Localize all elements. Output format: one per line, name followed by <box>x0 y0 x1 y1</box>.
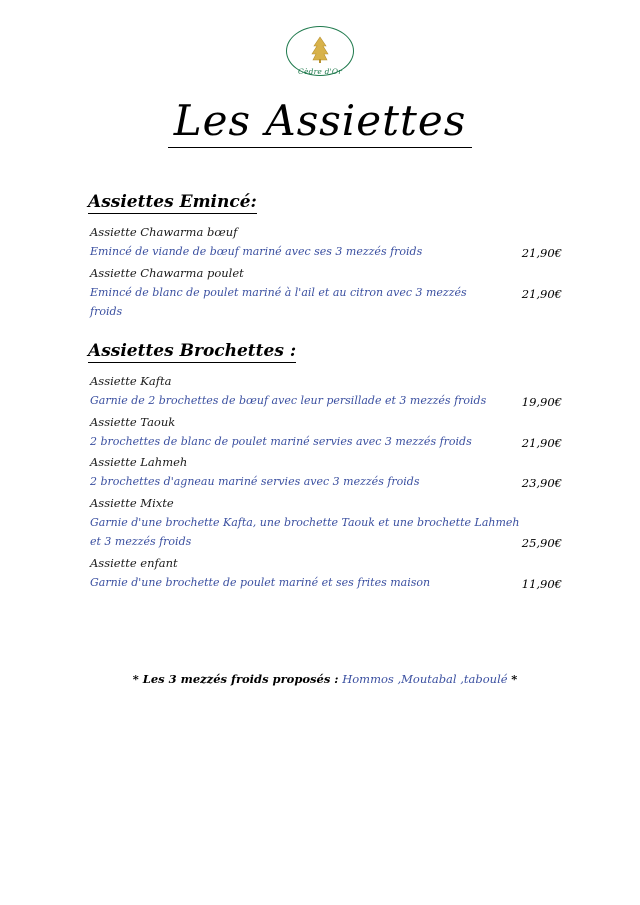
item-name: Assiette Mixte <box>90 496 174 511</box>
page-title-text: Les Assiettes <box>168 97 473 148</box>
section-heading-text: Assiettes Emincé: <box>88 192 257 213</box>
item-name: Assiette Chawarma poulet <box>90 265 244 280</box>
item-description: Emincé de blanc de poulet mariné à l'ail et au citron avec 3 mezzés froids <box>90 285 467 318</box>
menu-item <box>88 414 562 453</box>
item-name: Assiette Taouk <box>90 414 176 429</box>
item-price: 21,90€ <box>521 435 562 450</box>
item-description-row <box>88 391 562 412</box>
item-name: Assiette Chawarma bœuf <box>90 225 238 240</box>
footnote-suffix: * <box>511 671 518 686</box>
logo-container <box>0 0 640 82</box>
menu-section-brochettes <box>88 341 562 593</box>
item-description-row <box>88 242 562 263</box>
menu-item <box>88 555 562 594</box>
item-price: 21,90€ <box>521 286 562 301</box>
item-description: 2 brochettes d'agneau mariné servies avec 3 mezzés froids <box>90 475 420 489</box>
menu-content <box>88 192 562 685</box>
item-description-row <box>88 432 562 453</box>
item-price: 11,90€ <box>521 576 562 591</box>
item-description: Garnie d'une brochette de poulet mariné et ses frites maison <box>90 575 431 589</box>
item-price: 25,90€ <box>521 536 562 551</box>
footnote-prefix: * Les 3 mezzés froids proposés : <box>132 671 339 686</box>
menu-item <box>88 224 562 263</box>
item-description: Garnie de 2 brochettes de bœuf avec leur persillade et 3 mezzés froids <box>90 394 487 408</box>
menu-item <box>88 495 562 553</box>
item-description-row <box>88 283 562 322</box>
menu-item <box>88 454 562 493</box>
item-description: 2 brochettes de blanc de poulet mariné servies avec 3 mezzés froids <box>90 434 472 448</box>
item-description-row-continued <box>88 532 562 553</box>
page-title <box>0 96 640 148</box>
footnote-items: Hommos ,Moutabal ,taboulé <box>342 671 508 686</box>
item-name: Assiette Kafta <box>90 374 172 389</box>
item-name: Assiette enfant <box>90 555 178 570</box>
menu-item <box>88 373 562 412</box>
item-description: Garnie d'une brochette Kafta, une brochette Taouk et une brochette Lahmeh <box>90 515 520 529</box>
mezzes-footnote <box>88 672 562 686</box>
section-heading <box>88 341 562 361</box>
item-description: Emincé de viande de bœuf mariné avec ses 3 mezzés froids <box>90 245 423 259</box>
cedar-tree-icon <box>305 35 335 65</box>
menu-section-eminces <box>88 192 562 321</box>
item-price: 21,90€ <box>521 246 562 261</box>
item-description-line2: et 3 mezzés froids <box>90 535 192 549</box>
section-heading-text: Assiettes Brochettes : <box>88 341 297 362</box>
menu-item <box>88 265 562 321</box>
brand-logo <box>282 26 358 82</box>
item-description-row <box>88 573 562 594</box>
item-description-row <box>88 472 562 493</box>
item-price: 19,90€ <box>521 395 562 410</box>
item-name: Assiette Lahmeh <box>90 455 188 470</box>
item-price: 23,90€ <box>521 476 562 491</box>
section-heading <box>88 192 562 212</box>
logo-brand-text: Cèdre d'Or <box>298 67 342 76</box>
